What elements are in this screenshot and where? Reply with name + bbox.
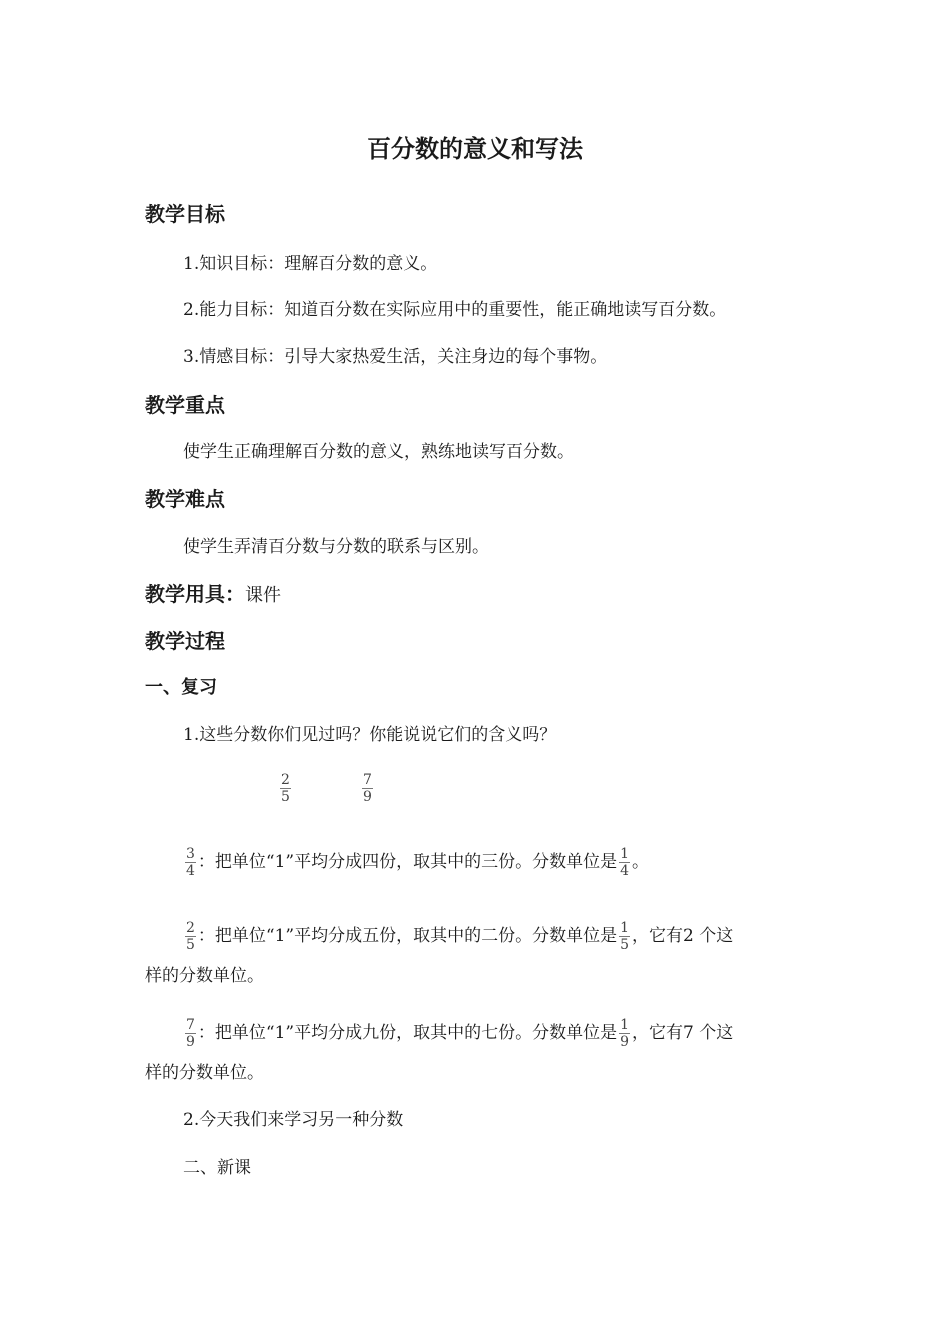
- explanation-text: ，它有7 个这: [632, 1023, 734, 1043]
- tools-value: 课件: [245, 585, 281, 606]
- review-heading: 一、复习: [145, 677, 217, 698]
- fraction-numerator: 1: [620, 920, 630, 936]
- explanation-text: ：把单位“1”平均分成九份，取其中的七份。分数单位是: [197, 1023, 618, 1043]
- goal-2: 2.能力目标：知道百分数在实际应用中的重要性，能正确地读写百分数。: [183, 300, 727, 320]
- process-heading: 教学过程: [145, 629, 225, 653]
- fraction-denominator: 4: [186, 863, 195, 879]
- unit-fraction: [619, 846, 630, 879]
- fraction: [362, 772, 373, 805]
- goals-heading: 教学目标: [145, 202, 225, 226]
- difficulty-text: 使学生弄清百分数与分数的联系与区别。: [183, 537, 489, 557]
- goal-1: 1.知识目标：理解百分数的意义。: [183, 254, 438, 274]
- fraction-denominator: 9: [363, 789, 372, 805]
- fraction-numerator: 2: [281, 772, 290, 788]
- fraction-numerator: 7: [186, 1017, 195, 1033]
- goal-3: 3.情感目标：引导大家热爱生活，关注身边的每个事物。: [183, 347, 608, 367]
- explanation-text: 。: [632, 852, 650, 872]
- fraction: [185, 846, 196, 879]
- unit-fraction: [619, 920, 630, 953]
- fraction-numerator: 2: [186, 920, 195, 936]
- explanation-3: [183, 1017, 733, 1050]
- fraction-denominator: 9: [186, 1034, 195, 1050]
- explanation-2-continued: 样的分数单位。: [145, 966, 264, 986]
- key-text: 使学生正确理解百分数的意义，熟练地读写百分数。: [183, 442, 574, 462]
- fraction-numerator: 3: [186, 846, 195, 862]
- fraction-denominator: 5: [620, 937, 630, 953]
- explanation-1: [183, 846, 649, 879]
- fraction-numerator: 7: [363, 772, 372, 788]
- fraction-numerator: 1: [620, 1017, 630, 1033]
- document-title: 百分数的意义和写法: [367, 135, 583, 163]
- explanation-text: ：把单位“1”平均分成五份，取其中的二份。分数单位是: [197, 926, 618, 946]
- fraction-denominator: 4: [620, 863, 630, 879]
- explanation-2: [183, 920, 733, 953]
- new-lesson-heading: 二、新课: [183, 1158, 251, 1178]
- unit-fraction: [619, 1017, 630, 1050]
- fraction: [185, 920, 196, 953]
- fraction-numerator: 1: [620, 846, 630, 862]
- fraction: [280, 772, 291, 805]
- review-question-2: 2.今天我们来学习另一种分数: [183, 1110, 404, 1130]
- explanation-text: ：把单位“1”平均分成四份，取其中的三份。分数单位是: [197, 852, 618, 872]
- key-heading: 教学重点: [145, 393, 225, 417]
- review-question-1: 1.这些分数你们见过吗？你能说说它们的含义吗？: [183, 725, 557, 745]
- fraction-denominator: 5: [186, 937, 195, 953]
- fraction-denominator: 5: [281, 789, 290, 805]
- explanation-text: ，它有2 个这: [632, 926, 734, 946]
- fraction-denominator: 9: [620, 1034, 630, 1050]
- tools-heading: 教学用具：: [145, 582, 245, 606]
- difficulty-heading: 教学难点: [145, 487, 225, 511]
- explanation-3-continued: 样的分数单位。: [145, 1063, 264, 1083]
- fraction: [185, 1017, 196, 1050]
- tools-line: [145, 579, 281, 611]
